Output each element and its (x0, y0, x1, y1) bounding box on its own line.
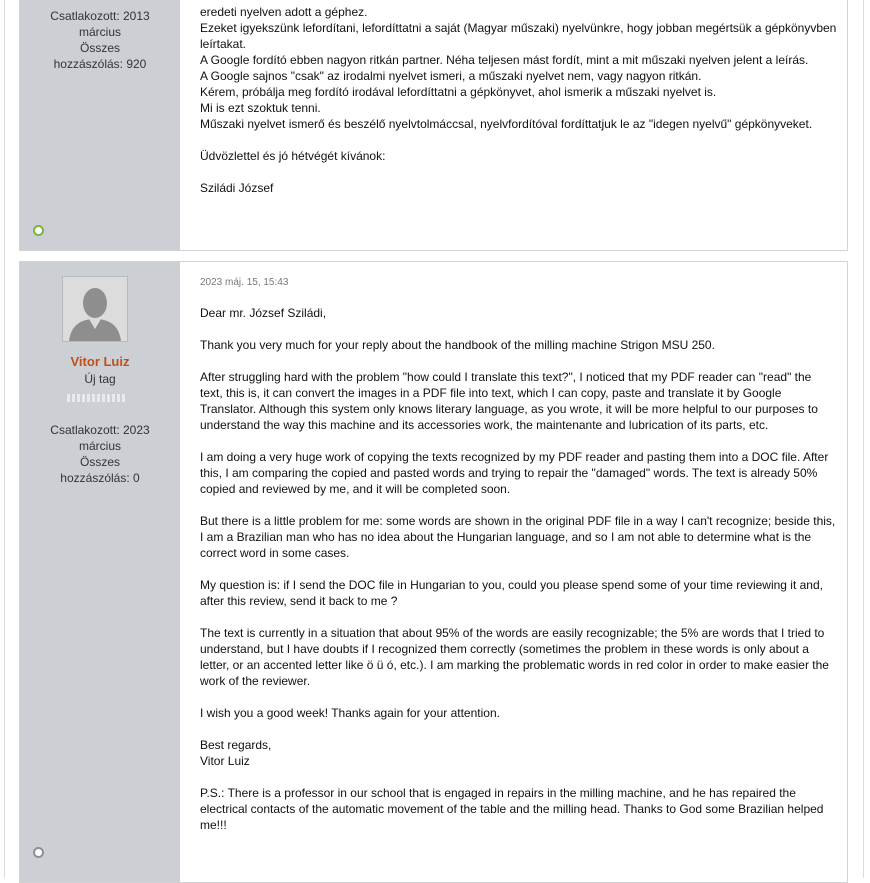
post-count-label: Összes (79, 41, 120, 55)
joined-date: Csatlakozott: 2013 (50, 9, 150, 23)
joined-date: Csatlakozott: 2023 (50, 423, 150, 437)
post-blank-line (200, 132, 837, 148)
post-paragraph: I am doing a very huge work of copying the texts recognized by my PDF reader and pasting them into a DOC file. After this, I am comparing the copied and pasted words and trying to repair the "damaged" words. The text is already 50% copied and reviewed by me, and it will be completed soon. (200, 450, 829, 496)
offline-status-icon (33, 847, 44, 858)
joined-month: március (78, 439, 121, 453)
post-paragraph: Thank you very much for your reply about the handbook of the milling machine Strigon MSU 250. (200, 338, 715, 352)
post-line: Mi is ezt szoktuk tenni. (200, 101, 321, 115)
post-blank-line (200, 353, 837, 369)
author-stats (20, 422, 180, 486)
post-line: eredeti nyelven adott a géphez. (200, 5, 368, 19)
avatar[interactable] (62, 276, 128, 342)
post-count-label: Összes (79, 455, 120, 469)
post-line: Ezeket igyekszünk lefordítani, lefordíttatni a saját (Magyar műszaki) nyelvünkre, hogy jobban megértsük a gépkönyvben leírtakat. (200, 21, 837, 51)
default-user-icon (63, 277, 127, 341)
post-paragraph: My question is: if I send the DOC file in Hungarian to you, could you please spend some of your time reviewing it and, after this review, send it back to me ? (200, 578, 823, 608)
post-line: Kérem, próbálja meg fordító irodával lefordíttatni a gépkönyvet, ahol ismerik a műszaki nyelvet is. (200, 85, 717, 99)
online-status-icon (33, 225, 44, 236)
post-blank-line (200, 497, 837, 513)
post-line: Üdvözlettel és jó hétvégét kívánok: (200, 149, 386, 163)
forum-post (19, 0, 848, 251)
post-author-sidebar (20, 262, 180, 882)
post-line: A Google sajnos "csak" az irodalmi nyelvet ismeri, a műszaki nyelvet nem, vagy nagyon ritkán. (200, 69, 702, 83)
post-signature: Best regards, Vitor Luiz (200, 738, 272, 768)
post-paragraph: Dear mr. József Sziládi, (200, 306, 327, 320)
post-paragraph: After struggling hard with the problem "how could I translate this text?", I noticed that my PDF reader can "read" the text, this is, it can convert the images in a PDF file into text, which I can copy, paste and translate it by Google Translator. Although this system only knows literary language, as you wrote, it will be more helpful to our purposes to understand the way this machine and its accessories work, the maintenante and lubrication of its parts, etc. (200, 370, 818, 432)
post-paragraph: But there is a little problem for me: some words are shown in the original PDF file in a way I can't recognize; beside this, I am a Brazilian man who has no idea about the Hungarian language, and so I am not able to determine what is the correct word in some cases. (200, 514, 836, 560)
post-blank-line (200, 609, 837, 625)
post-blank-line (200, 433, 837, 449)
post-count: hozzászólás: 920 (53, 57, 147, 71)
post-blank-line (200, 164, 837, 180)
post-pointer-arrow (180, 295, 190, 307)
post-blank-line (200, 721, 837, 737)
post-blank-line (200, 689, 837, 705)
post-content (200, 4, 837, 196)
rank-bar (67, 394, 125, 402)
post-paragraph: I wish you a good week! Thanks again for your attention. (200, 706, 500, 720)
author-rank-title: Új tag (84, 372, 116, 386)
post-line: A Google fordító ebben nagyon ritkán partner. Néha teljesen mást fordít, mint a mit műszaki nyelven jelent a leírás. (200, 53, 809, 67)
post-paragraph: The text is currently in a situation that about 95% of the words are easily recognizable; the 5% are words that I tried to understand, but I have doubts if I recognized them correctly (sometimes the problem in these words is only about a letter, or an accented letter like ö ü ó, etc.). I am marking the problematic words in red color in order to make easier the work of the reviewer. (200, 626, 829, 688)
post-paragraph: P.S.: There is a professor in our school that is engaged in repairs in the milling machine, and he has repaired the electrical contacts of the automatic movement of the table and the milling head. Thanks to God some Brazilian helped me!!! (200, 786, 824, 832)
joined-month: március (78, 25, 121, 39)
post-author-sidebar (20, 0, 180, 250)
post-blank-line (200, 321, 837, 337)
author-username[interactable]: Vitor Luiz (70, 354, 130, 369)
post-blank-line (200, 561, 837, 577)
post-count: hozzászólás: 0 (60, 471, 140, 485)
author-stats (20, 8, 180, 72)
post-content (200, 305, 837, 833)
post-signature: Sziládi József (200, 181, 274, 195)
post-line: Műszaki nyelvet ismerő és beszélő nyelvtolmáccsal, nyelvfordítóval fordíttatjuk le az "idegen nyelvű" gépkönyveket. (200, 117, 813, 131)
forum-post (19, 261, 848, 883)
post-blank-line (200, 769, 837, 785)
post-date: 2023 máj. 15, 15:43 (200, 277, 289, 288)
